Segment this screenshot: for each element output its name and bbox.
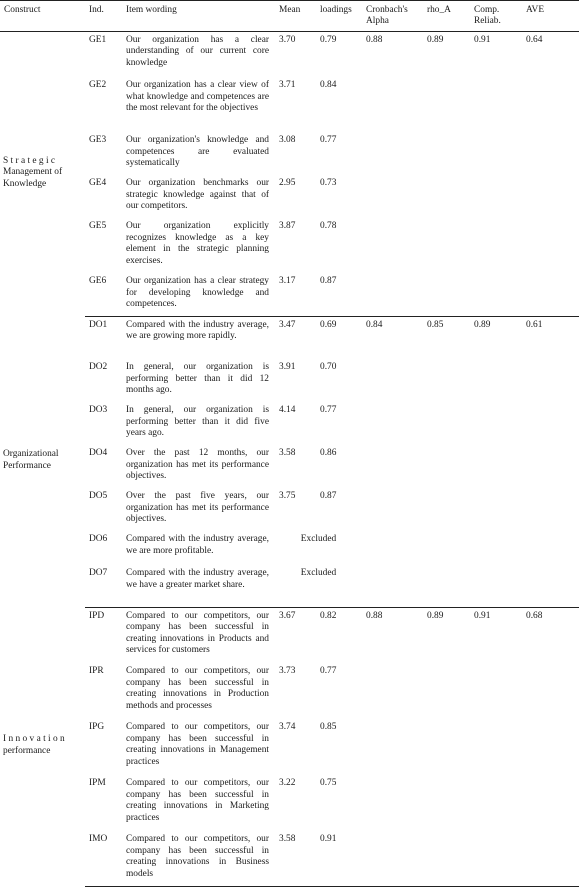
indicator-code: GE5 bbox=[89, 221, 107, 232]
table-row bbox=[0, 565, 579, 607]
table-row bbox=[0, 607, 579, 663]
empty-cell bbox=[362, 175, 423, 218]
empty-cell bbox=[522, 273, 579, 316]
empty-cell bbox=[522, 663, 579, 719]
table-row bbox=[0, 273, 579, 316]
table-row bbox=[0, 218, 579, 273]
empty-cell bbox=[470, 775, 522, 831]
item-wording: Compared to our competitors, our company has been successful in creating innovations in Management practices bbox=[126, 722, 269, 767]
item-wording: In general, our organization is performing better than it did 12 months ago. bbox=[126, 362, 269, 396]
empty-cell bbox=[470, 445, 522, 488]
table-row bbox=[0, 719, 579, 775]
mean-value: 3.67 bbox=[279, 610, 296, 621]
indicator-code: DO5 bbox=[89, 491, 108, 502]
empty-cell bbox=[362, 218, 423, 273]
header-loadings: loadings bbox=[316, 1, 362, 32]
empty-cell bbox=[522, 488, 579, 531]
empty-cell bbox=[470, 77, 522, 132]
construct-name-line2: Management of Knowledge bbox=[3, 167, 63, 189]
item-wording: Compared to our competitors, our company has been successful in creating innovations in Marketing practices bbox=[126, 778, 269, 823]
empty-cell bbox=[522, 359, 579, 402]
ave-value: 0.64 bbox=[526, 34, 543, 45]
empty-cell bbox=[423, 488, 470, 531]
empty-cell bbox=[522, 218, 579, 273]
loading-value: 0.87 bbox=[316, 273, 362, 316]
empty-cell bbox=[470, 402, 522, 445]
indicator-code: DO1 bbox=[89, 319, 108, 330]
item-wording: Our organization's knowledge and competences are evaluated systematically bbox=[126, 135, 269, 169]
indicator-code: DO7 bbox=[85, 565, 122, 607]
empty-cell bbox=[362, 775, 423, 831]
empty-cell bbox=[423, 132, 470, 175]
empty-cell bbox=[470, 218, 522, 273]
indicator-code: DO3 bbox=[89, 405, 108, 416]
item-wording: Compared to our competitors, our company has been successful in creating innovations in Products and services for customers bbox=[126, 610, 269, 656]
item-wording: In general, our organization is performing better than it did five years ago. bbox=[126, 405, 269, 439]
indicator-code: GE6 bbox=[85, 273, 122, 316]
table-row bbox=[0, 445, 579, 488]
construct-name-line1: I n n o v a t i o n bbox=[3, 734, 65, 745]
header-mean: Mean bbox=[275, 1, 316, 32]
empty-cell bbox=[423, 719, 470, 775]
empty-cell bbox=[362, 565, 423, 607]
empty-cell bbox=[470, 531, 522, 565]
loading-value: 0.77 bbox=[320, 666, 337, 677]
mean-value: 2.95 bbox=[279, 178, 296, 189]
table-row bbox=[0, 775, 579, 831]
item-wording: Compared with the industry average, we have a greater market share. bbox=[122, 565, 275, 607]
empty-cell bbox=[522, 77, 579, 132]
mean-value: 3.70 bbox=[279, 34, 296, 45]
empty-cell bbox=[470, 359, 522, 402]
loading-value: 0.78 bbox=[320, 221, 337, 232]
header-ave: AVE bbox=[522, 1, 579, 32]
item-wording: Our organization has a clear strategy for developing knowledge and competences. bbox=[122, 273, 275, 316]
header-item-wording: Item wording bbox=[122, 1, 275, 32]
empty-cell bbox=[522, 831, 579, 886]
item-wording: Our organization benchmarks our strategic knowledge against that of our competitors. bbox=[126, 178, 269, 212]
empty-cell bbox=[470, 565, 522, 607]
empty-cell bbox=[470, 175, 522, 218]
loading-value: 0.85 bbox=[320, 722, 337, 733]
mean-value: 3.87 bbox=[279, 221, 296, 232]
empty-cell bbox=[423, 77, 470, 132]
item-wording: Our organization explicitly recognizes knowledge as a key element in the strategic planning exercises. bbox=[126, 221, 269, 266]
table-header bbox=[0, 1, 579, 32]
item-wording: Compared with the industry average, we are growing more rapidly. bbox=[126, 319, 269, 342]
header-cronbach-alpha: Cronbach's Alpha bbox=[362, 1, 423, 32]
comp-reliab-value: 0.91 bbox=[474, 34, 491, 45]
indicator-code: IMO bbox=[85, 831, 122, 886]
mean-value: 3.58 bbox=[275, 831, 316, 886]
indicator-code: DO4 bbox=[89, 448, 108, 459]
indicator-code: IPG bbox=[89, 722, 105, 733]
item-wording: Our organization has a clear understanding of our current core knowledge bbox=[126, 34, 269, 68]
empty-cell bbox=[423, 402, 470, 445]
header-rho-a: rho_A bbox=[423, 1, 470, 32]
empty-cell bbox=[362, 719, 423, 775]
table-row bbox=[0, 359, 579, 402]
table-body bbox=[0, 31, 579, 886]
mean-value: 3.75 bbox=[279, 491, 296, 502]
empty-cell bbox=[362, 359, 423, 402]
empty-cell bbox=[470, 663, 522, 719]
empty-cell bbox=[362, 531, 423, 565]
loading-value: 0.91 bbox=[316, 831, 362, 886]
ave-value: 0.68 bbox=[526, 610, 543, 621]
empty-cell bbox=[423, 663, 470, 719]
rho-a-value: 0.89 bbox=[427, 34, 444, 45]
empty-cell bbox=[423, 775, 470, 831]
table-row bbox=[0, 132, 579, 175]
loading-value: 0.75 bbox=[320, 778, 337, 789]
construct-name bbox=[0, 31, 85, 316]
rho-a-value: 0.89 bbox=[427, 610, 444, 621]
empty-cell bbox=[470, 132, 522, 175]
empty-cell bbox=[522, 445, 579, 488]
empty-cell bbox=[362, 132, 423, 175]
empty-cell bbox=[362, 77, 423, 132]
loading-value: 0.82 bbox=[320, 610, 337, 621]
empty-cell bbox=[470, 273, 522, 316]
empty-cell bbox=[522, 132, 579, 175]
empty-cell bbox=[522, 719, 579, 775]
empty-cell bbox=[522, 175, 579, 218]
construct-name-line1: Organizational bbox=[3, 449, 59, 460]
table-row bbox=[0, 488, 579, 531]
empty-cell bbox=[423, 218, 470, 273]
item-wording: Compared to our competitors, our company has been successful in creating innovations in Business models bbox=[122, 831, 275, 886]
empty-cell bbox=[362, 663, 423, 719]
mean-value: 3.22 bbox=[279, 778, 296, 789]
item-wording: Compared to our competitors, our company has been successful in creating innovations in Production methods and processes bbox=[126, 666, 269, 711]
empty-cell bbox=[423, 531, 470, 565]
indicator-code: GE2 bbox=[89, 80, 107, 91]
indicator-code: GE1 bbox=[89, 34, 107, 45]
table-row bbox=[0, 402, 579, 445]
empty-cell bbox=[522, 531, 579, 565]
table-row bbox=[0, 531, 579, 565]
indicator-code: DO6 bbox=[89, 534, 108, 545]
item-wording: Our organization has a clear view of what knowledge and competences are the most relevant for the objectives bbox=[126, 80, 269, 114]
mean-value: 3.73 bbox=[279, 666, 296, 677]
rho-a-value: 0.85 bbox=[427, 319, 444, 330]
cronbach-alpha-value: 0.84 bbox=[366, 319, 383, 330]
ave-value: 0.61 bbox=[526, 319, 543, 330]
empty-cell bbox=[362, 831, 423, 886]
header-ind: Ind. bbox=[85, 1, 122, 32]
empty-cell bbox=[362, 273, 423, 316]
construct-name bbox=[0, 607, 85, 886]
excluded-label: Excluded bbox=[275, 565, 362, 607]
indicator-code: IPM bbox=[89, 778, 106, 789]
item-wording: Over the past five years, our organization has met its performance objectives. bbox=[126, 491, 269, 525]
mean-value: 3.17 bbox=[275, 273, 316, 316]
table-row bbox=[0, 316, 579, 359]
construct-name-line2: performance bbox=[3, 745, 51, 756]
indicator-code: IPR bbox=[89, 666, 104, 677]
empty-cell bbox=[362, 445, 423, 488]
comp-reliab-value: 0.89 bbox=[474, 319, 491, 330]
empty-cell bbox=[423, 445, 470, 488]
loading-value: 0.86 bbox=[320, 448, 337, 459]
empty-cell bbox=[423, 831, 470, 886]
table-row bbox=[0, 77, 579, 132]
loading-value: 0.69 bbox=[320, 319, 337, 330]
mean-value: 3.47 bbox=[279, 319, 296, 330]
indicator-code: GE4 bbox=[89, 178, 107, 189]
empty-cell bbox=[522, 402, 579, 445]
loading-value: 0.73 bbox=[320, 178, 337, 189]
loading-value: 0.70 bbox=[320, 362, 337, 373]
indicator-code: GE3 bbox=[89, 135, 107, 146]
table-row bbox=[0, 175, 579, 218]
mean-value: 3.74 bbox=[279, 722, 296, 733]
header-construct: Construct bbox=[0, 1, 85, 32]
empty-cell bbox=[423, 565, 470, 607]
mean-value: 3.91 bbox=[279, 362, 296, 373]
loading-value: 0.87 bbox=[320, 491, 337, 502]
empty-cell bbox=[470, 488, 522, 531]
construct-name-line2: Performance bbox=[3, 460, 51, 471]
empty-cell bbox=[423, 175, 470, 218]
table-row bbox=[0, 31, 579, 77]
indicator-code: DO2 bbox=[89, 362, 108, 373]
loading-value: 0.84 bbox=[320, 80, 337, 91]
empty-cell bbox=[423, 359, 470, 402]
construct-name bbox=[0, 316, 85, 607]
mean-value: 4.14 bbox=[279, 405, 296, 416]
header-comp-reliab: Comp. Reliab. bbox=[470, 1, 522, 32]
mean-value: 3.71 bbox=[279, 80, 296, 91]
cronbach-alpha-value: 0.88 bbox=[366, 610, 383, 621]
loading-value: 0.77 bbox=[320, 405, 337, 416]
empty-cell bbox=[362, 402, 423, 445]
empty-cell bbox=[470, 831, 522, 886]
indicator-code: IPD bbox=[89, 610, 105, 621]
table-row bbox=[0, 831, 579, 886]
loading-value: 0.77 bbox=[320, 135, 337, 146]
excluded-label: Excluded bbox=[300, 534, 337, 545]
item-wording: Compared with the industry average, we are more profitable. bbox=[126, 534, 269, 556]
empty-cell bbox=[362, 488, 423, 531]
cronbach-alpha-value: 0.88 bbox=[366, 34, 383, 45]
empty-cell bbox=[470, 719, 522, 775]
loading-value: 0.79 bbox=[320, 34, 337, 45]
comp-reliab-value: 0.91 bbox=[474, 610, 491, 621]
item-wording: Over the past 12 months, our organization has met its performance objectives. bbox=[126, 448, 269, 482]
empty-cell bbox=[522, 775, 579, 831]
empty-cell bbox=[522, 565, 579, 607]
table-row bbox=[0, 663, 579, 719]
construct-name-line1: S t r a t e g i c bbox=[3, 155, 56, 166]
mean-value: 3.08 bbox=[279, 135, 296, 146]
empty-cell bbox=[423, 273, 470, 316]
mean-value: 3.58 bbox=[279, 448, 296, 459]
